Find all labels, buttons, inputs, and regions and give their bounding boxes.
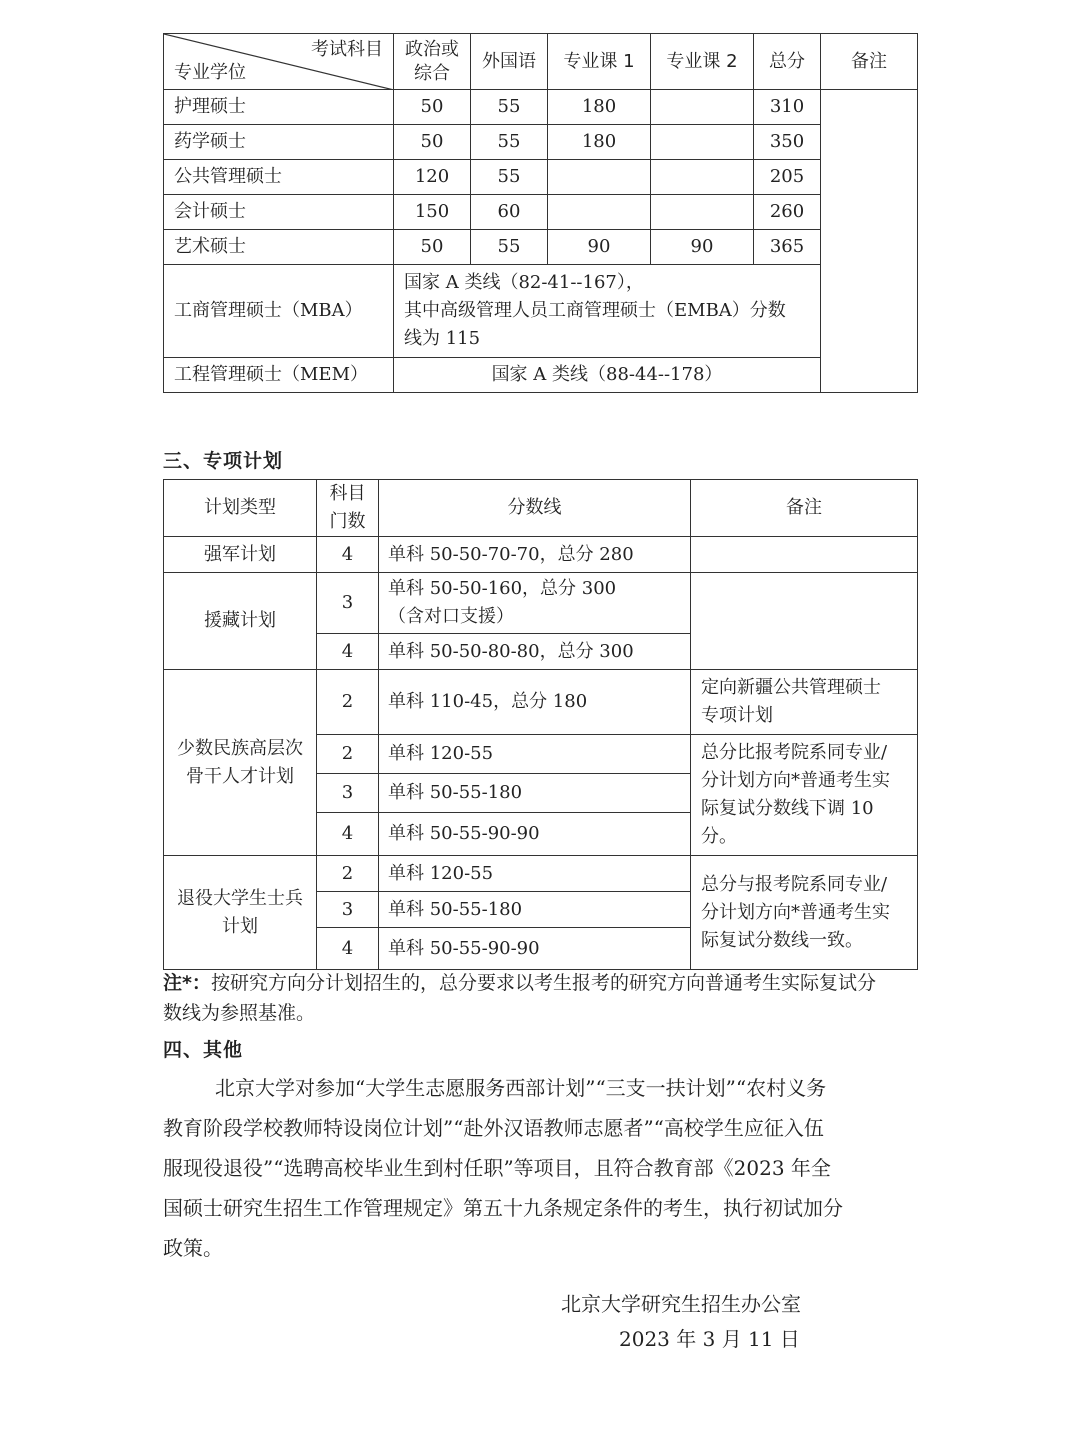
score-line-text: （含对口支援） <box>388 606 514 627</box>
header-major: 专业学位 <box>174 62 246 83</box>
special-plan-table <box>163 479 918 970</box>
subject-count: 4 <box>317 812 379 855</box>
score-line: 单科 50-55-180 <box>379 773 691 812</box>
foreign-score: 55 <box>471 230 548 265</box>
table-header-row <box>164 34 918 90</box>
plan-type-line: 计划 <box>222 915 258 937</box>
table-row <box>164 537 918 573</box>
score-line: 单科 50-55-180 <box>379 892 691 928</box>
foreign-score: 55 <box>471 160 548 195</box>
subject-count: 3 <box>317 573 379 634</box>
score-line: 单科 50-50-80-80，总分 300 <box>379 634 691 670</box>
table-row <box>164 230 918 265</box>
table-row <box>164 573 918 634</box>
table-header-row <box>164 480 918 537</box>
mba-score-text <box>394 265 821 358</box>
paragraph-line: 服现役退役”“选聘高校毕业生到村任职”等项目，且符合教育部《2023 年全 <box>163 1156 831 1180</box>
header-subject: 考试科目 <box>311 39 383 60</box>
subject-count: 3 <box>317 892 379 928</box>
total-score: 205 <box>754 160 821 195</box>
subject-count: 2 <box>317 735 379 774</box>
plan-type-line: 少数民族高层次 <box>177 737 303 759</box>
course1-score: 180 <box>548 90 651 125</box>
score-line-text: 单科 50-50-160，总分 300 <box>388 578 617 599</box>
major-name: 公共管理硕士 <box>164 160 394 195</box>
remark-line: 总分与报考院系同专业/ <box>701 873 888 895</box>
header-subject-count-line: 科目 <box>329 483 366 504</box>
plan-type-line: 退役大学生士兵 <box>177 887 303 909</box>
course2-score <box>651 195 754 230</box>
politics-score: 120 <box>394 160 471 195</box>
score-line: 单科 120-55 <box>379 735 691 774</box>
remark-line: 分计划方向*普通考生实 <box>701 770 890 791</box>
table-row-mba <box>164 265 918 358</box>
major-name: 会计硕士 <box>164 195 394 230</box>
politics-score: 50 <box>394 125 471 160</box>
remark-line: 分计划方向*普通考生实 <box>701 901 890 923</box>
politics-score: 50 <box>394 90 471 125</box>
issue-date: 2023 年 3 月 11 日 <box>619 1327 800 1351</box>
section-title-special-plans: 三、专项计划 <box>163 450 284 472</box>
total-score: 260 <box>754 195 821 230</box>
plan-type-line: 骨干人才计划 <box>186 765 294 787</box>
table-row <box>164 90 918 125</box>
plan-type <box>164 670 317 856</box>
header-remark: 备注 <box>691 480 918 537</box>
total-score: 365 <box>754 230 821 265</box>
course2-score: 90 <box>651 230 754 265</box>
score-line: 单科 120-55 <box>379 856 691 892</box>
course2-score <box>651 90 754 125</box>
foreign-score: 55 <box>471 125 548 160</box>
table-row <box>164 195 918 230</box>
major-name: 药学硕士 <box>164 125 394 160</box>
foreign-score: 60 <box>471 195 548 230</box>
mba-line: 国家 A 类线（82-41--167）， <box>404 272 644 293</box>
plan-type: 强军计划 <box>164 537 317 573</box>
foreign-score: 55 <box>471 90 548 125</box>
remark-line: 专项计划 <box>701 705 773 726</box>
major-name: 工商管理硕士（MBA） <box>164 265 394 358</box>
remark-cell <box>691 735 918 856</box>
header-politics: 政治或综合 <box>394 34 471 90</box>
score-line: 单科 110-45，总分 180 <box>379 670 691 735</box>
remark-line: 定向新疆公共管理硕士 <box>701 677 881 698</box>
subject-count: 4 <box>317 634 379 670</box>
course1-score <box>548 160 651 195</box>
subject-count: 4 <box>317 928 379 970</box>
mba-line: 其中高级管理人员工商管理硕士（EMBA）分数 <box>404 300 786 321</box>
footnote-line: 数线为参照基准。 <box>163 1002 316 1024</box>
remark-cell <box>691 856 918 970</box>
course1-score <box>548 195 651 230</box>
score-table-professional <box>163 33 918 393</box>
remark-cell <box>691 670 918 735</box>
header-subject-count-line: 门数 <box>329 511 366 532</box>
politics-score: 150 <box>394 195 471 230</box>
footnote <box>163 968 917 1028</box>
score-line: 单科 50-55-90-90 <box>379 812 691 855</box>
total-score: 310 <box>754 90 821 125</box>
remark-line: 际复试分数线一致。 <box>701 929 863 951</box>
politics-score: 50 <box>394 230 471 265</box>
table-row <box>164 670 918 735</box>
score-line: 单科 50-55-90-90 <box>379 928 691 970</box>
header-score-line: 分数线 <box>379 480 691 537</box>
issuing-office: 北京大学研究生招生办公室 <box>561 1292 801 1316</box>
header-course2: 专业课 2 <box>651 34 754 90</box>
subject-count: 4 <box>317 537 379 573</box>
header-total: 总分 <box>754 34 821 90</box>
section-title-other: 四、其他 <box>163 1039 244 1061</box>
subject-count: 2 <box>317 856 379 892</box>
table-row <box>164 125 918 160</box>
table-row <box>164 160 918 195</box>
mem-score-text: 国家 A 类线（88-44--178） <box>394 358 821 393</box>
course1-score: 90 <box>548 230 651 265</box>
footnote-text: 按研究方向分计划招生的，总分要求以考生报考的研究方向普通考生实际复试分 <box>210 972 876 994</box>
plan-type: 援藏计划 <box>164 573 317 670</box>
section-other-paragraph <box>163 1068 917 1268</box>
footnote-label: 注*： <box>163 972 211 994</box>
header-foreign: 外国语 <box>471 34 548 90</box>
subject-count: 3 <box>317 773 379 812</box>
subject-count: 2 <box>317 670 379 735</box>
score-line <box>379 573 691 634</box>
paragraph-line: 国硕士研究生招生工作管理规定》第五十九条规定条件的考生，执行初试加分 <box>163 1196 843 1220</box>
remark-cell <box>691 537 918 573</box>
course2-score <box>651 160 754 195</box>
remark-cell <box>691 573 918 670</box>
paragraph-line: 政策。 <box>163 1236 223 1260</box>
paragraph-line: 北京大学对参加“大学生志愿服务西部计划”“三支一扶计划”“农村义务 <box>215 1076 827 1100</box>
mba-line: 线为 115 <box>404 328 481 349</box>
plan-type <box>164 856 317 970</box>
major-name: 工程管理硕士（MEM） <box>164 358 394 393</box>
course1-score: 180 <box>548 125 651 160</box>
header-subject-count <box>317 480 379 537</box>
table-row-mem <box>164 358 918 393</box>
diagonal-header-cell <box>164 34 394 90</box>
header-remark: 备注 <box>821 34 918 90</box>
footnote-line <box>163 968 917 998</box>
remark-cell <box>821 90 918 393</box>
score-line: 单科 50-50-70-70，总分 280 <box>379 537 691 573</box>
course2-score <box>651 125 754 160</box>
remark-line: 际复试分数线下调 10 分。 <box>701 798 874 847</box>
major-name: 护理硕士 <box>164 90 394 125</box>
major-name: 艺术硕士 <box>164 230 394 265</box>
paragraph-line: 教育阶段学校教师特设岗位计划”“赴外汉语教师志愿者”“高校学生应征入伍 <box>163 1116 824 1140</box>
header-course1: 专业课 1 <box>548 34 651 90</box>
remark-line: 总分比报考院系同专业/ <box>701 742 888 763</box>
table-row <box>164 856 918 892</box>
total-score: 350 <box>754 125 821 160</box>
header-plan-type: 计划类型 <box>164 480 317 537</box>
